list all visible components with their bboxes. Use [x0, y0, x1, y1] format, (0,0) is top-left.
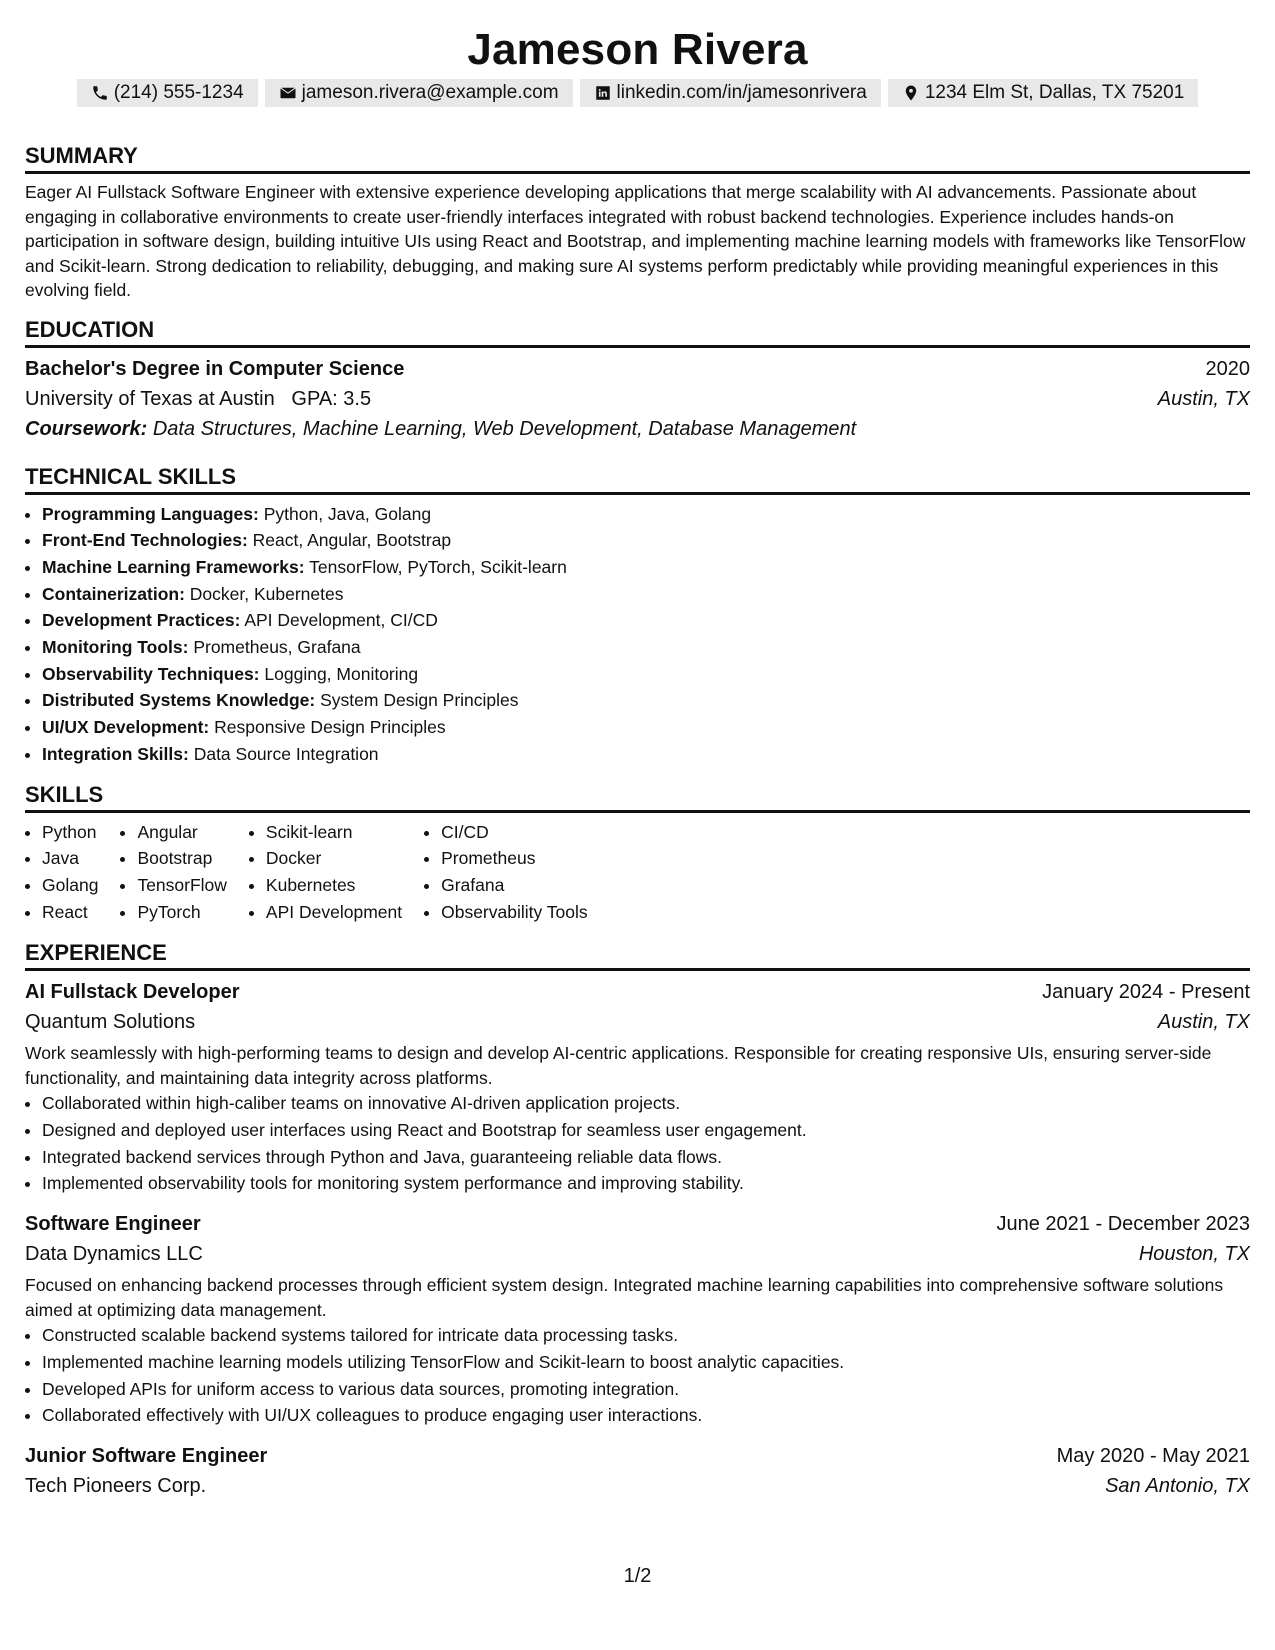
- technical-skill-item: [42, 714, 1250, 741]
- education-section: [25, 317, 1250, 444]
- skill-category-value: System Design Principles: [320, 690, 519, 711]
- skills-column: [249, 819, 402, 926]
- job-role: Junior Software Engineer: [25, 1444, 268, 1467]
- skill-item: • PyTorch: [137, 899, 226, 926]
- job-entry: [25, 1209, 1250, 1429]
- summary-text: Eager AI Fullstack Software Engineer with extensive experience developing applications that merge scalability with AI advancements. Passionate about engaging in collaborative environments to create user-friendly interfaces integrated with robust backend technologies. Experience includes hands-on participation in software design, building intuitive UIs using React and Bootstrap, and implementing machine learning models with frameworks like TensorFlow and Scikit-learn. Strong dedication to reliability, debugging, and making sure AI systems perform predictably while providing meaningful experiences in this evolving field.: [25, 182, 1246, 300]
- skills-column: [424, 819, 588, 926]
- job-description: Focused on enhancing backend processes through efficient system design. Integrated machine learning capabilities into comprehensive software solutions aimed at optimizing data management.: [25, 1275, 1224, 1320]
- skill-item: • Angular: [137, 819, 226, 846]
- skill-item: • CI/CD: [441, 819, 588, 846]
- skill-category-value: API Development, CI/CD: [244, 610, 438, 631]
- school-location: Austin, TX: [1157, 387, 1250, 410]
- job-company: Quantum Solutions: [25, 1011, 196, 1034]
- skill-category-value: Prometheus, Grafana: [193, 637, 361, 658]
- technical-skill-item: [42, 741, 1250, 768]
- job-bullet: • Collaborated effectively with UI/UX colleagues to produce engaging user interactions.: [42, 1402, 1250, 1429]
- coursework-label: Coursework:: [25, 417, 148, 440]
- phone-chip: [77, 79, 258, 107]
- skills-column: [120, 819, 226, 926]
- email-chip[interactable]: [265, 79, 573, 107]
- technical-skill-item: [42, 554, 1250, 581]
- job-company: Data Dynamics LLC: [25, 1243, 203, 1266]
- skill-category-label: Integration Skills:: [42, 743, 189, 764]
- job-header-row: [25, 1209, 1250, 1239]
- job-header-row: [25, 1441, 1250, 1471]
- skill-category-label: UI/UX Development:: [42, 717, 210, 738]
- gpa: GPA: 3.5: [291, 387, 372, 410]
- job-bullet: • Collaborated within high-caliber teams on innovative AI-driven application projects.: [42, 1090, 1250, 1117]
- technical-skills-title: TECHNICAL SKILLS: [25, 464, 1250, 495]
- skill-category-label: Monitoring Tools:: [42, 637, 189, 658]
- experience-title: EXPERIENCE: [25, 940, 1250, 971]
- job-entry: [25, 1441, 1250, 1501]
- job-dates: January 2024 - Present: [1042, 981, 1250, 1004]
- technical-skill-item: [42, 581, 1250, 608]
- resume-page: [25, 0, 1250, 1501]
- skill-category-value: Data Source Integration: [193, 743, 379, 764]
- map-pin-icon: [902, 84, 920, 102]
- job-dates: June 2021 - December 2023: [996, 1213, 1250, 1236]
- skill-item: • Grafana: [441, 872, 588, 899]
- job-bullet: • Constructed scalable backend systems tailored for intricate data processing tasks.: [42, 1322, 1250, 1349]
- job-company-row: [25, 1471, 1250, 1501]
- job-company: Tech Pioneers Corp.: [25, 1474, 207, 1497]
- skill-category-label: Development Practices:: [42, 610, 241, 631]
- skill-category-value: Responsive Design Principles: [214, 717, 446, 738]
- summary-title: SUMMARY: [25, 143, 1250, 174]
- job-bullet: • Implemented observability tools for monitoring system performance and improving stability.: [42, 1170, 1250, 1197]
- skill-category-label: Front-End Technologies:: [42, 530, 248, 551]
- skill-item: • Python: [42, 819, 98, 846]
- technical-skill-item: [42, 634, 1250, 661]
- technical-skills-section: [25, 464, 1250, 768]
- technical-skill-item: [42, 661, 1250, 688]
- job-header-row: [25, 977, 1250, 1007]
- job-bullet: • Integrated backend services through Python and Java, guaranteeing reliable data flows.: [42, 1144, 1250, 1171]
- address-text: 1234 Elm St, Dallas, TX 75201: [924, 82, 1185, 103]
- degree: Bachelor's Degree in Computer Science: [25, 357, 405, 380]
- skill-category-label: Distributed Systems Knowledge:: [42, 690, 316, 711]
- skill-item: • Scikit-learn: [266, 819, 402, 846]
- page-number: 1/2: [623, 1565, 652, 1587]
- job-company-row: [25, 1007, 1250, 1037]
- skill-category-value: Logging, Monitoring: [264, 663, 419, 684]
- job-bullets: [25, 1322, 1250, 1429]
- job-bullet: • Developed APIs for uniform access to various data sources, promoting integration.: [42, 1376, 1250, 1403]
- education-title: EDUCATION: [25, 317, 1250, 348]
- linkedin-text: linkedin.com/in/jamesonrivera: [616, 82, 867, 103]
- technical-skill-item: [42, 501, 1250, 528]
- skill-item: • Observability Tools: [441, 899, 588, 926]
- skill-item: • Prometheus: [441, 845, 588, 872]
- skill-item: • Java: [42, 845, 98, 872]
- school-line: [25, 384, 371, 414]
- skill-item: • Bootstrap: [137, 845, 226, 872]
- job-location: Austin, TX: [1157, 1011, 1250, 1034]
- education-header-row: [25, 354, 1250, 384]
- technical-skills-list: [25, 501, 1250, 768]
- coursework: [25, 414, 1250, 444]
- skill-item: • TensorFlow: [137, 872, 226, 899]
- job-bullets: [25, 1090, 1250, 1197]
- skill-category-label: Machine Learning Frameworks:: [42, 556, 305, 577]
- job-entry: [25, 977, 1250, 1197]
- linkedin-chip[interactable]: [580, 79, 881, 107]
- job-bullet: • Designed and deployed user interfaces using React and Bootstrap for seamless user engagement.: [42, 1117, 1250, 1144]
- linkedin-icon: [594, 84, 612, 102]
- experience-list: [25, 977, 1250, 1501]
- candidate-name: Jameson Rivera: [467, 25, 808, 74]
- email-text: jameson.rivera@example.com: [301, 82, 559, 103]
- job-role: AI Fullstack Developer: [25, 981, 240, 1004]
- skill-category-value: React, Angular, Bootstrap: [252, 530, 452, 551]
- contact-bar: [25, 79, 1250, 107]
- coursework-list: Data Structures, Machine Learning, Web Development, Database Management: [152, 417, 857, 440]
- skills-title: SKILLS: [25, 782, 1250, 813]
- technical-skill-item: [42, 527, 1250, 554]
- skill-item: • Golang: [42, 872, 98, 899]
- skills-grid: [25, 819, 1250, 926]
- job-description: Work seamlessly with high-performing teams to design and develop AI-centric applications. Responsible for creating responsive UIs, ensuring server-side functionality, and maintaining data integrity across platforms.: [25, 1043, 1212, 1088]
- address-chip: [888, 79, 1198, 107]
- phone-text: (214) 555-1234: [113, 82, 244, 103]
- skills-section: [25, 782, 1250, 926]
- skill-item: • API Development: [266, 899, 402, 926]
- skill-category-label: Observability Techniques:: [42, 663, 260, 684]
- skills-column: [25, 819, 98, 926]
- technical-skill-item: [42, 687, 1250, 714]
- summary-section: [25, 143, 1250, 303]
- envelope-icon: [279, 84, 297, 102]
- job-location: Houston, TX: [1138, 1243, 1250, 1266]
- job-location: San Antonio, TX: [1105, 1474, 1250, 1497]
- school-name: University of Texas at Austin: [25, 387, 275, 410]
- experience-section: [25, 940, 1250, 1501]
- job-dates: May 2020 - May 2021: [1056, 1444, 1250, 1467]
- skill-item: • Kubernetes: [266, 872, 402, 899]
- job-company-row: [25, 1239, 1250, 1269]
- graduation-year: 2020: [1205, 357, 1250, 380]
- skill-category-value: Python, Java, Golang: [263, 503, 432, 524]
- skill-category-label: Programming Languages:: [42, 503, 259, 524]
- skill-item: • Docker: [266, 845, 402, 872]
- skill-item: • React: [42, 899, 98, 926]
- education-school-row: [25, 384, 1250, 414]
- skill-category-label: Containerization:: [42, 583, 185, 604]
- skill-category-value: TensorFlow, PyTorch, Scikit-learn: [309, 556, 567, 577]
- job-bullet: • Implemented machine learning models utilizing TensorFlow and Scikit-learn to boost analytic capacities.: [42, 1349, 1250, 1376]
- skill-category-value: Docker, Kubernetes: [189, 583, 344, 604]
- technical-skill-item: [42, 607, 1250, 634]
- job-role: Software Engineer: [25, 1213, 201, 1236]
- phone-icon: [91, 84, 109, 102]
